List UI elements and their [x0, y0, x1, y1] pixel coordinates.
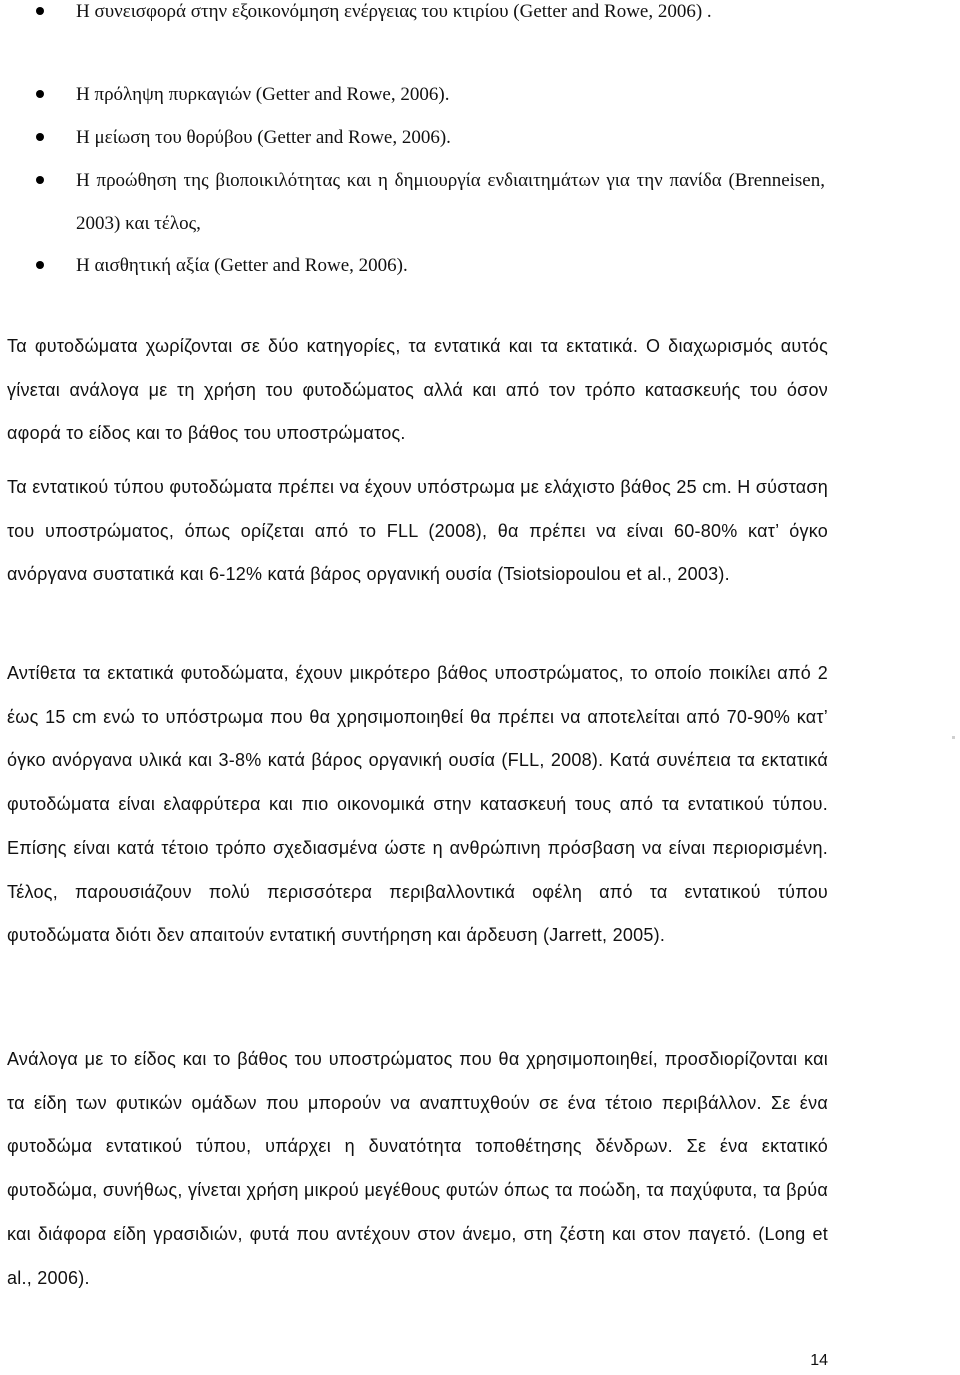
bullet-item: [0, 0, 960, 33]
paragraph: Τα εντατικού τύπου φυτοδώματα πρέπει να έχουν υπόστρωμα με ελάχιστο βάθος 25 cm. Η σύσταση του υποστρώματος, όπως ορίζεται από το FLL (2008), θα πρέπει να είναι 60-80% κατ’ όγκο ανόργανα συστατικά και 6-12% κατά βάρος οργανική ουσία (Tsiotsiopoulou et al., 2003).: [7, 477, 828, 585]
paragraph: Τα φυτοδώματα χωρίζονται σε δύο κατηγορίες, τα εντατικά και τα εκτατικά. Ο διαχωρισμός αυτός γίνεται ανάλογα με τη χρήση του φυτοδώματος αλλά και από τον τρόπο κατασκευής του όσον αφορά το είδος και το βάθος του υποστρώματος.: [7, 336, 828, 444]
bullet-item: [0, 159, 960, 245]
bullet-item: [0, 244, 960, 287]
bullet-text: Η αισθητική αξία (Getter and Rowe, 2006).: [76, 255, 408, 276]
paragraph: Ανάλογα με το είδος και το βάθος του υποστρώματος που θα χρησιμοποιηθεί, προσδιορίζονται και τα είδη των φυτικών ομάδων που μπορούν να αναπτυχθούν σε ένα τέτοιο περιβάλλον. Σε ένα φυτοδώμα εντατικού τύπου, υπάρχει η δυνατότητα τοποθέτησης δένδρων. Σε ένα εκτατικό φυτοδώμα, συνήθως, γίνεται χρήση μικρού μεγέθους φυτών όπως τα ποώδη, τα παχύφυτα, τα βρύα και διάφορα είδη γρασιδιών, φυτά που αντέχουν στον άνεμο, στη ζέστη και στον παγετό. (Long et al., 2006).: [7, 1049, 828, 1288]
bullet-dot-icon: [36, 261, 44, 269]
bullet-dot-icon: [36, 176, 44, 184]
bullet-dot-icon: [36, 133, 44, 141]
scan-speck: [952, 736, 955, 739]
bullet-text: Η συνεισφορά στην εξοικονόμηση ενέργειας του κτιρίου (Getter and Rowe, 2006) .: [76, 1, 712, 22]
page-number: 14: [810, 1352, 828, 1369]
bullet-text: Η προώθηση της βιοποικιλότητας και η δημιουργία ενδιαιτημάτων για την πανίδα (Brenneisen, 2003) και τέλος,: [76, 170, 825, 234]
bullet-text: Η μείωση του θορύβου (Getter and Rowe, 2006).: [76, 127, 451, 148]
bullet-dot-icon: [36, 90, 44, 98]
bullet-item: [0, 73, 960, 116]
bullet-dot-icon: [36, 7, 44, 15]
bullet-item: [0, 116, 960, 159]
paragraph: Αντίθετα τα εκτατικά φυτοδώματα, έχουν μικρότερο βάθος υποστρώματος, το οποίο ποικίλει από 2 έως 15 cm ενώ το υπόστρωμα που θα χρησιμοποιηθεί θα πρέπει να αποτελείται από 70-90% κατ’ όγκο ανόργανα υλικά και 3-8% κατά βάρος οργανική ουσία (FLL, 2008). Κατά συνέπεια τα εκτατικά φυτοδώματα είναι ελαφρύτερα και πιο οικονομικά στην κατασκευή τους από τα εντατικού τύπου. Επίσης είναι κατά τέτοιο τρόπο σχεδιασμένα ώστε η ανθρώπινη πρόσβαση να είναι περιορισμένη. Τέλος, παρουσιάζουν πολύ περισσότερα περιβαλλοντικά οφέλη από τα εντατικού τύπου φυτοδώματα διότι δεν απαιτούν εντατική συντήρηση και άρδευση (Jarrett, 2005).: [7, 663, 828, 946]
bullet-text: Η πρόληψη πυρκαγιών (Getter and Rowe, 2006).: [76, 84, 450, 105]
